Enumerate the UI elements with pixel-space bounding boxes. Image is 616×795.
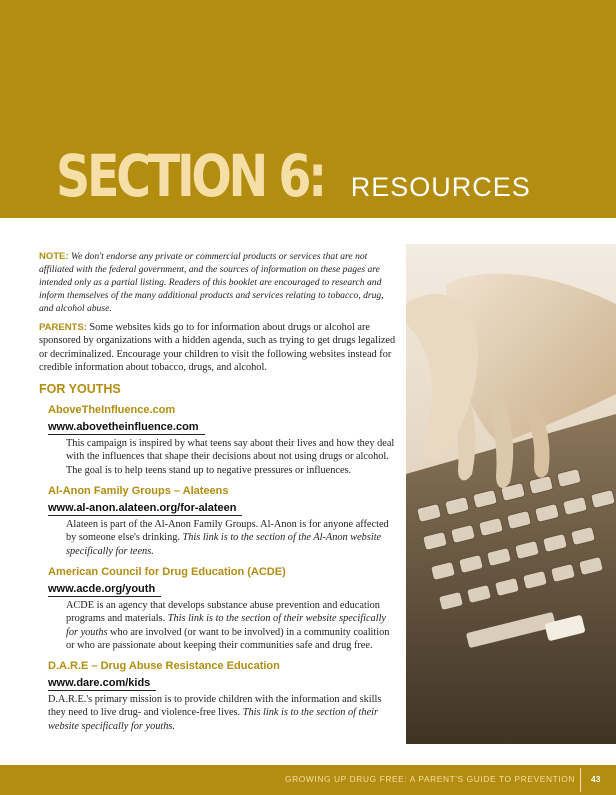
parents-paragraph [39,321,397,374]
parents-label: PARENTS: [39,322,87,333]
for-youths-heading: FOR YOUTHS [39,382,121,397]
resource-description-italic: This link is to the section of their website specifically for youths. [48,707,379,732]
resource-link[interactable]: www.dare.com/kids [48,676,156,691]
laptop-keyboard-illustration [406,244,616,744]
resource-item [48,565,397,652]
resource-item [48,484,397,558]
page-title [56,142,531,210]
resource-name: Al-Anon Family Groups – Alateens [48,485,229,498]
resource-description-text: ACDE is an agency that develops substance abuse prevention and education programs and materials. [66,599,380,625]
resource-item [48,403,397,477]
resource-description [48,693,397,733]
resource-item [48,659,397,733]
resource-name: American Council for Drug Education (ACDE) [48,565,286,578]
resource-name: AboveTheInfluence.com [48,404,176,417]
footer-divider [580,768,581,792]
resource-description [66,599,397,652]
page-footer [0,765,616,795]
section-header-band [0,0,616,218]
resource-description-italic: This link is to the section of their website specifically for youths [66,613,387,638]
parents-text: Some websites kids go to for information about drugs or alcohol are sponsored by organizations with a hidden agenda, such as trying to get drugs legalized or decriminalized. Encourage your children to visit the following websites instead for credible information about tobacco, drugs, and alcohol. [39,322,396,373]
resource-name: D.A.R.E – Drug Abuse Resistance Education [48,660,280,673]
resource-link[interactable]: www.acde.org/youth [48,582,161,597]
resource-description-text: This campaign is inspired by what teens say about their lives and how they deal with the influences that shape their decisions about not using drugs or alcohol. The goal is to help teens stand up to negative pressures or influences. [66,438,395,476]
main-content [39,250,397,740]
resource-description-tail: who are involved (or want to be involved) in a community coalition or who are passionate about keeping their communities safe and drug free. [66,626,390,651]
resource-description-italic: This link is to the section of the Al-Anon website specifically for teens. [66,532,382,557]
resource-link[interactable]: www.abovetheinfluence.com [48,420,205,435]
section-name-title: RESOURCES [350,172,531,202]
resource-description-text: D.A.R.E.'s primary mission is to provide children with the information and skills they need to live drug- and violence-free lives. [48,694,382,719]
note-paragraph [39,250,397,315]
resource-description [66,437,397,477]
note-text: We don't endorse any private or commercial products or services that are not affiliated with the federal government, and the sources of information on these pages are intended only as a partial listing. Readers of this booklet are encouraged to research and inform themselves of the many additional products and services relating to tobacco, drug, and alcohol abuse. [39,251,384,314]
resource-description [66,518,397,558]
section-number-title: SECTION 6: [56,142,324,210]
hands-typing-on-laptop-image [406,244,616,744]
page-number: 43 [591,774,601,784]
footer-title: GROWING UP DRUG FREE: A PARENT'S GUIDE TO PREVENTION [285,774,575,784]
resource-description-text: Alateen is part of the Al-Anon Family Groups. Al-Anon is for anyone affected by someone else's drinking. [66,519,389,544]
resource-link[interactable]: www.al-anon.alateen.org/for-alateen [48,501,242,516]
note-label: NOTE: [39,251,69,262]
